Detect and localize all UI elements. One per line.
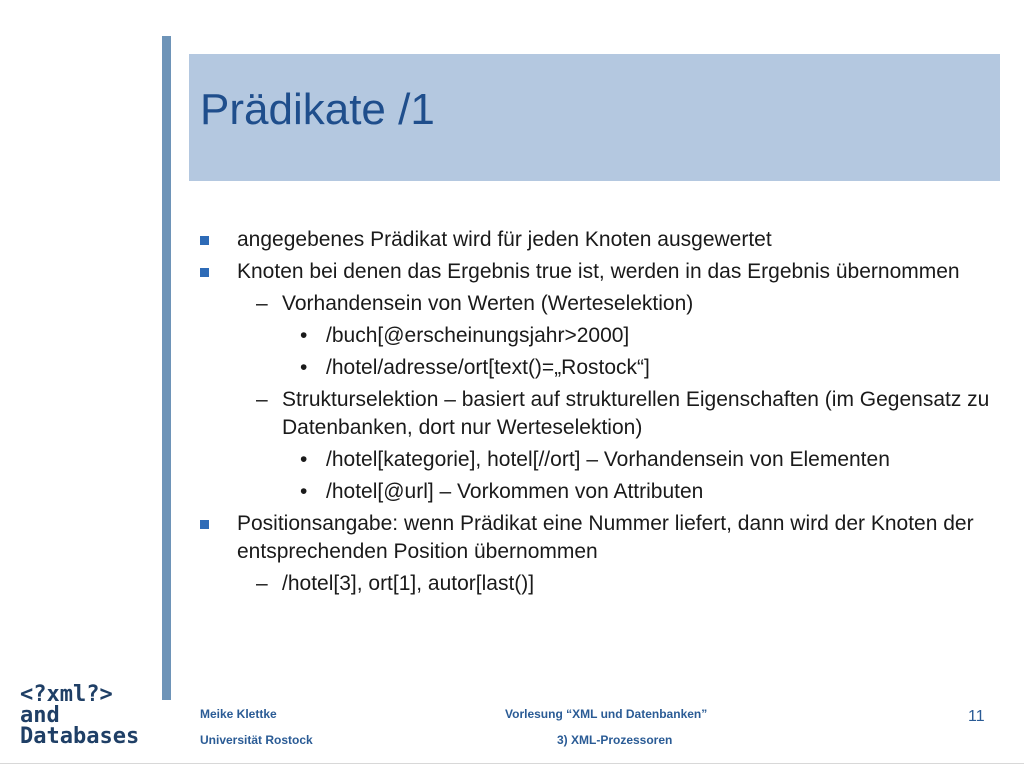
sub-sub-bullet-item	[200, 354, 1000, 382]
sub-sub-bullet-text: /hotel/adresse/ort[text()=„Rostock“]	[326, 356, 650, 379]
slide-content	[200, 226, 1000, 602]
dot-bullet-icon: •	[300, 448, 308, 471]
logo-line: <?xml?>	[20, 682, 113, 707]
footer-university: Universität Rostock	[200, 733, 313, 747]
left-accent-bar	[162, 36, 171, 700]
sub-bullet-item	[200, 570, 1000, 598]
footer-author: Meike Klettke	[200, 707, 277, 721]
sub-sub-bullet-item	[200, 322, 1000, 350]
sub-bullet-item	[200, 290, 1000, 318]
sub-bullet-item	[200, 386, 1000, 442]
square-bullet-icon	[200, 236, 209, 245]
bullet-text: angegebenes Prädikat wird für jeden Knoten ausgewertet	[237, 228, 772, 251]
sub-bullet-text: Strukturselektion – basiert auf strukturellen Eigenschaften (im Gegensatz zu Datenbanken, dort nur Werteselektion)	[282, 388, 990, 439]
square-bullet-icon	[200, 520, 209, 529]
sub-sub-bullet-text: /hotel[kategorie], hotel[//ort] – Vorhandensein von Elementen	[326, 448, 890, 471]
bullet-item	[200, 510, 1000, 566]
dot-bullet-icon: •	[300, 480, 308, 503]
dot-bullet-icon: •	[300, 356, 308, 379]
bullet-text: Knoten bei denen das Ergebnis true ist, werden in das Ergebnis übernommen	[237, 260, 960, 283]
logo-line: Databases	[20, 724, 140, 749]
xml-and-databases-logo	[20, 684, 139, 747]
bullet-item	[200, 226, 1000, 254]
dash-bullet-icon: –	[256, 388, 268, 411]
dash-bullet-icon: –	[256, 292, 268, 315]
sub-sub-bullet-text: /hotel[@url] – Vorkommen von Attributen	[326, 480, 704, 503]
bottom-divider	[0, 763, 1024, 764]
bullet-text: Positionsangabe: wenn Prädikat eine Nummer liefert, dann wird der Knoten der entsprechenden Position übernommen	[237, 512, 974, 563]
sub-bullet-text: /hotel[3], ort[1], autor[last()]	[282, 572, 535, 595]
sub-bullet-text: Vorhandensein von Werten (Werteselektion)	[282, 292, 694, 315]
square-bullet-icon	[200, 268, 209, 277]
slide-title: Prädikate /1	[200, 85, 435, 134]
footer-lecture: Vorlesung “XML und Datenbanken”	[505, 707, 708, 721]
sub-sub-bullet-text: /buch[@erscheinungsjahr>2000]	[326, 324, 630, 347]
dash-bullet-icon: –	[256, 572, 268, 595]
page-number: 11	[968, 708, 985, 725]
sub-sub-bullet-item	[200, 478, 1000, 506]
bullet-item	[200, 258, 1000, 286]
dot-bullet-icon: •	[300, 324, 308, 347]
sub-sub-bullet-item	[200, 446, 1000, 474]
footer-chapter: 3) XML-Prozessoren	[557, 733, 673, 747]
logo-line: and	[20, 703, 60, 728]
